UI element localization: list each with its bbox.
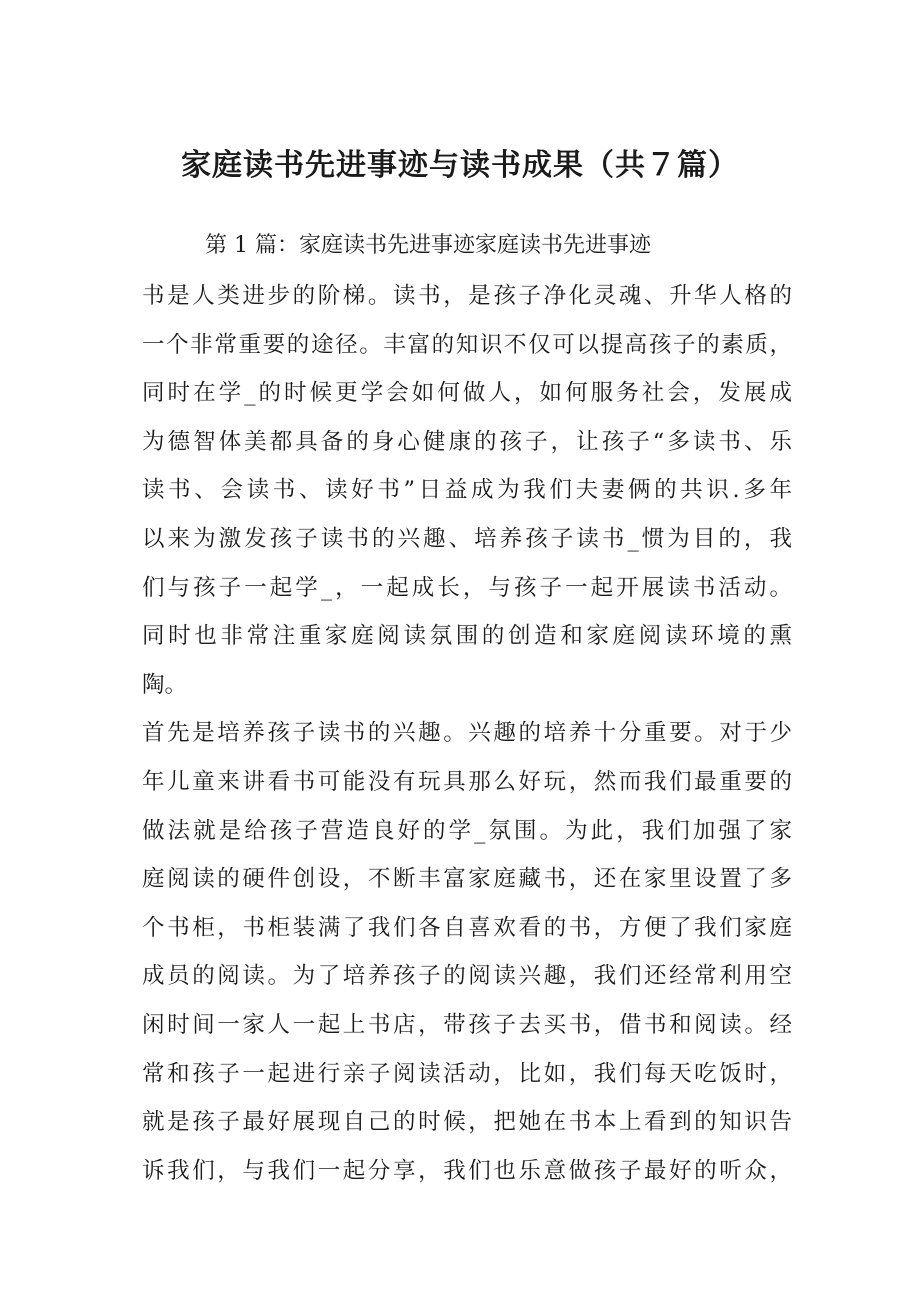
body-line: 就是孩子最好展现自己的时候，把她在书本上看到的知识告	[142, 1109, 792, 1136]
body-line: 诉我们，与我们一起分享，我们也乐意做孩子最好的听众，	[142, 1157, 792, 1184]
body-line: 同时也非常注重家庭阅读氛围的创造和家庭阅读环境的熏	[142, 623, 792, 650]
body-line: 一个非常重要的途径。丰富的知识不仅可以提高孩子的素质，	[142, 331, 792, 358]
body-line: 成员的阅读。为了培养孩子的阅读兴趣，我们还经常利用空	[142, 963, 792, 990]
section-heading: 第 1 篇：家庭读书先进事迹家庭读书先进事迹	[205, 233, 651, 258]
body-line: 书是人类进步的阶梯。读书，是孩子净化灵魂、升华人格的	[142, 283, 792, 309]
body-text	[142, 276, 792, 1199]
body-line: 庭阅读的硬件创设，不断丰富家庭藏书，还在家里设置了多	[142, 866, 792, 893]
body-line: 读书、会读书、读好书”日益成为我们夫妻俩的共识.多年	[142, 477, 792, 504]
body-line: 个书柜，书柜装满了我们各自喜欢看的书，方便了我们家庭	[142, 914, 792, 941]
body-line: 陶。	[142, 671, 188, 698]
body-line: 做法就是给孩子营造良好的学_氛围。为此，我们加强了家	[142, 817, 792, 844]
body-line: 同时在学_的时候更学会如何做人，如何服务社会，发展成	[142, 380, 792, 407]
body-line: 首先是培养孩子读书的兴趣。兴趣的培养十分重要。对于少	[142, 720, 792, 747]
body-line: 常和孩子一起进行亲子阅读活动，比如，我们每天吃饭时，	[142, 1060, 792, 1087]
body-line: 以来为激发孩子读书的兴趣、培养孩子读书_惯为目的，我	[142, 525, 792, 552]
body-line: 闲时间一家人一起上书店，带孩子去买书，借书和阅读。经	[142, 1011, 792, 1038]
body-line: 们与孩子一起学_，一起成长，与孩子一起开展读书活动。	[142, 574, 792, 601]
document-title: 家庭读书先进事迹与读书成果（共７篇）	[181, 148, 739, 183]
body-line: 年儿童来讲看书可能没有玩具那么好玩，然而我们最重要的	[142, 768, 792, 795]
body-line: 为德智体美都具备的身心健康的孩子，让孩子“多读书、乐	[142, 428, 792, 455]
